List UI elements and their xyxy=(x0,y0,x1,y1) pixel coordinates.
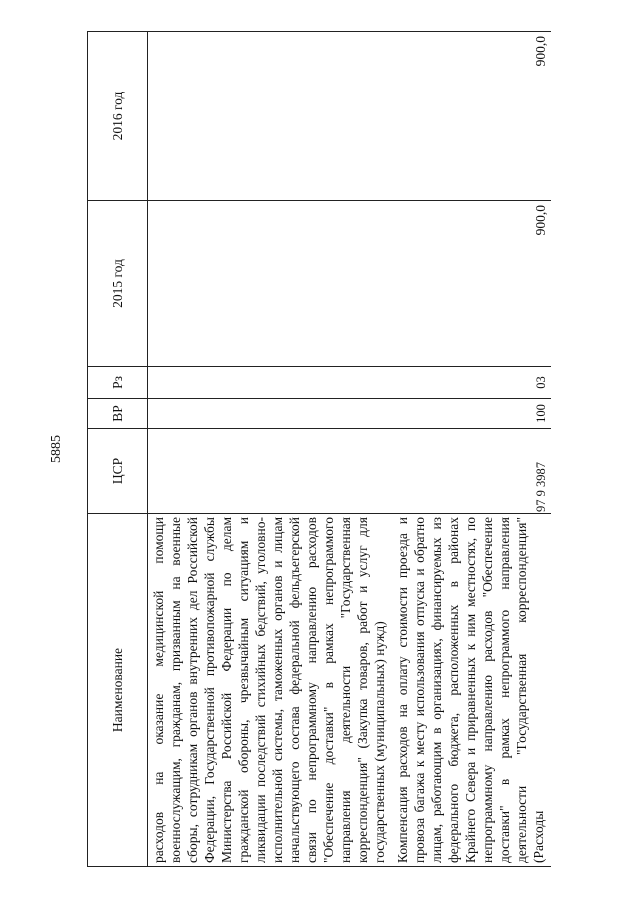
row-vr xyxy=(148,399,393,429)
row-name: Компенсация расходов на оплату стоимости проезда и провоза багажа к месту использования отпуска и обратно лицам, работающим в организациях, финансируемых из федерального бюджета, расположенных в районах Крайнего Севера и приравненных к ним местностях, по непрограммному направлению расходов "Обеспечение доставки" в рамках непрограммого направления деятельности "Государственная корреспонденция" (Расходы xyxy=(392,514,551,867)
rotated-table-wrapper xyxy=(87,32,612,867)
row-2016: 900,0 xyxy=(392,32,551,201)
row-vr: 100 xyxy=(392,399,551,429)
header-vr: ВР xyxy=(88,399,148,429)
budget-table xyxy=(87,31,551,867)
header-2015: 2015 год xyxy=(88,201,148,367)
table-row xyxy=(148,32,393,867)
header-2016: 2016 год xyxy=(88,32,148,201)
row-rz: 03 xyxy=(392,367,551,399)
header-csr: ЦСР xyxy=(88,429,148,514)
header-rz: Рз xyxy=(88,367,148,399)
page-number: 5885 xyxy=(49,435,64,463)
row-csr: 97 9 3987 xyxy=(392,429,551,514)
row-csr xyxy=(148,429,393,514)
header-name: Наименование xyxy=(88,514,148,867)
row-2016 xyxy=(148,32,393,201)
row-name: расходов на оказание медицинской помощи военнослужащим, гражданам, призванным на военные сборы, сотрудникам органов внутренних дел Российской Федерации, Государственной противопожарной службы Министерства Российской Федерации по делам гражданской обороны, чрезвычайным ситуациям и ликвидации последствий стихийных бедствий, уголовно-исполнительной системы, таможенных органов и лицам начальствующего состава федеральной фельдъегерской связи по непрограммному направлению расходов "Обеспечение доставки" в рамках непрограммого направления деятельности "Государственная корреспонденция" (Закупка товаров, работ и услуг для государственных (муниципальных) нужд) xyxy=(148,514,393,867)
table-header-row xyxy=(88,32,148,867)
table-row xyxy=(392,32,551,867)
row-2015 xyxy=(148,201,393,367)
row-rz xyxy=(148,367,393,399)
row-2015: 900,0 xyxy=(392,201,551,367)
